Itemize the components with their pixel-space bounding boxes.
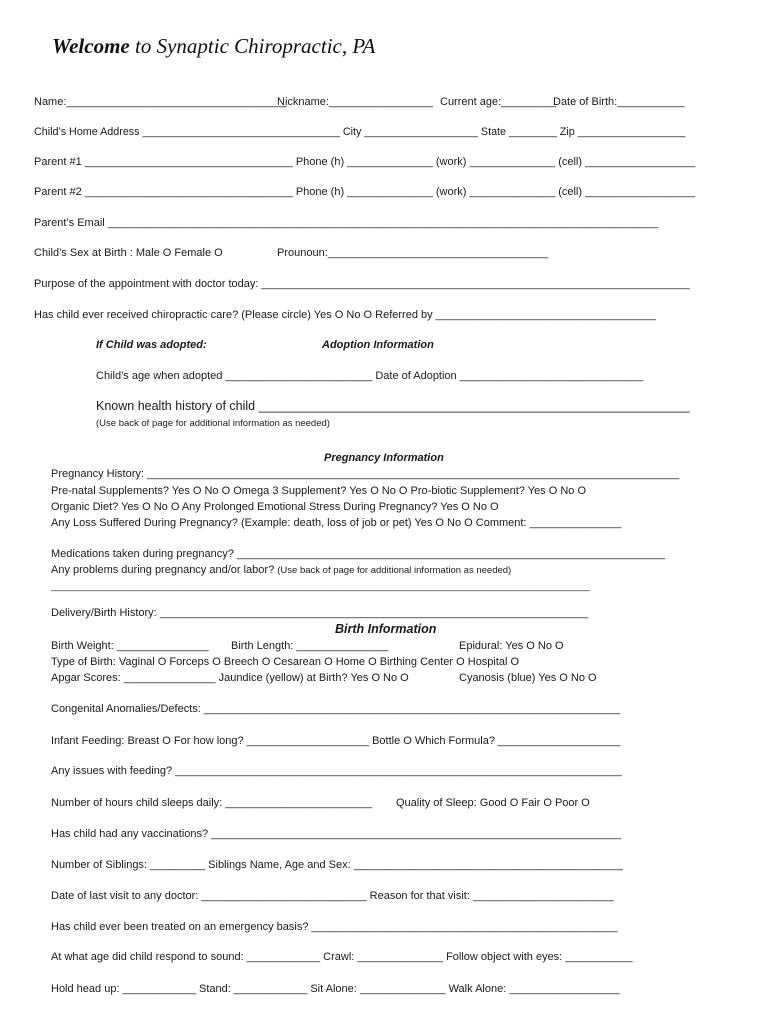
emergency-row[interactable]: Has child ever been treated on an emergency basis? __________________________________________________ [51, 921, 618, 933]
supplements-row[interactable]: Pre-natal Supplements? Yes O No O Omega 3 Supplement? Yes O No O Pro-biotic Supplement? Yes O No O [51, 485, 587, 497]
epidural-field[interactable]: Epidural: Yes O No O [459, 640, 564, 652]
pregnancy-problems-row [51, 563, 511, 578]
birth-heading: Birth Information [335, 622, 437, 636]
last-visit-row[interactable]: Date of last visit to any doctor: ___________________________ Reason for that visit: _______________________ [51, 890, 614, 902]
email-row[interactable]: Parent’s Email __________________________________________________________________________________________ [34, 217, 659, 229]
pronoun-field[interactable]: Prounoun:____________________________________ [277, 247, 548, 259]
purpose-row[interactable]: Purpose of the appointment with doctor today: ______________________________________________________________________ [34, 278, 690, 290]
if-adopted-label: If Child was adopted: [96, 339, 207, 351]
siblings-row[interactable]: Number of Siblings: _________ Siblings Name, Age and Sex: ____________________________________________ [51, 859, 623, 871]
apgar-row[interactable]: Apgar Scores: _______________ Jaundice (yellow) at Birth? Yes O No O [51, 672, 409, 684]
delivery-history-row[interactable]: Delivery/Birth History: ______________________________________________________________________ [51, 607, 589, 619]
pregnancy-history-row[interactable]: Pregnancy History: _______________________________________________________________________________________ [51, 468, 680, 480]
medications-row[interactable]: Medications taken during pregnancy? ______________________________________________________________________ [51, 548, 666, 560]
parent2-row[interactable]: Parent #2 __________________________________ Phone (h) ______________ (work) ______________ (cell) __________________ [34, 186, 696, 198]
birth-weight-field[interactable]: Birth Weight: _______________ [51, 640, 209, 652]
parent1-row[interactable]: Parent #1 __________________________________ Phone (h) ______________ (work) ______________ (cell) __________________ [34, 156, 696, 168]
pregnancy-heading: Pregnancy Information [324, 452, 444, 464]
head-row[interactable]: Hold head up: ____________ Stand: ____________ Sit Alone: ______________ Walk Alone: __________________ [51, 983, 620, 995]
known-history-row[interactable]: Known health history of child ______________________________________________________________ [96, 399, 690, 413]
page-title: Welcome to Synaptic Chiropractic, PA [52, 34, 376, 58]
sleep-quality-field[interactable]: Quality of Sleep: Good O Fair O Poor O [396, 797, 590, 809]
adoption-heading: Adoption Information [322, 339, 434, 351]
adoption-age-row[interactable]: Child’s age when adopted ________________________ Date of Adoption ______________________________ [96, 370, 644, 382]
problems-label: Any problems during pregnancy and/or labor? [51, 564, 275, 576]
problems-blank-line[interactable]: ______________________________________________________________________________________________________ [51, 581, 590, 592]
adoption-note: (Use back of page for additional information as needed) [96, 418, 330, 429]
sound-row[interactable]: At what age did child respond to sound: ____________ Crawl: ______________ Follow object with eyes: ___________ [51, 951, 633, 963]
infant-feeding-row[interactable]: Infant Feeding: Breast O For how long? ____________________ Bottle O Which Formula? ____________________ [51, 735, 621, 747]
sleep-hours-field[interactable]: Number of hours child sleeps daily: ________________________ [51, 797, 373, 809]
address-row[interactable]: Child’s Home Address _________________________________ City ___________________ State ________ Zip __________________ [34, 126, 686, 138]
problems-note: (Use back of page for additional information as needed) [277, 565, 512, 576]
current-age-field[interactable]: Current age:_________ [440, 96, 557, 108]
birth-length-field[interactable]: Birth Length: _______________ [231, 640, 389, 652]
birth-type-row[interactable]: Type of Birth: Vaginal O Forceps O Breech O Cesarean O Home O Birthing Center O Hospital O [51, 656, 520, 668]
nickname-field[interactable]: Nickname:_________________ [277, 96, 433, 108]
cyanosis-field[interactable]: Cyanosis (blue) Yes O No O [459, 672, 597, 684]
vaccinations-row[interactable]: Has child had any vaccinations? ___________________________________________________________________ [51, 828, 622, 840]
organic-diet-row[interactable]: Organic Diet? Yes O No O Any Prolonged Emotional Stress During Pregnancy? Yes O No O [51, 501, 499, 513]
pregnancy-loss-row[interactable]: Any Loss Suffered During Pregnancy? (Example: death, loss of job or pet) Yes O No O Comment: _______________ [51, 517, 622, 529]
name-field[interactable]: Name:____________________________________ [34, 96, 287, 108]
feeding-issues-row[interactable]: Any issues with feeding? _________________________________________________________________________ [51, 765, 622, 777]
dob-field[interactable]: Date of Birth:___________ [553, 96, 685, 108]
sex-row[interactable]: Child’s Sex at Birth : Male O Female O [34, 247, 223, 259]
chiro-care-row[interactable]: Has child ever received chiropractic care? (Please circle) Yes O No O Referred by ____________________________________ [34, 309, 656, 321]
anomalies-row[interactable]: Congenital Anomalies/Defects: ____________________________________________________________________ [51, 703, 620, 715]
